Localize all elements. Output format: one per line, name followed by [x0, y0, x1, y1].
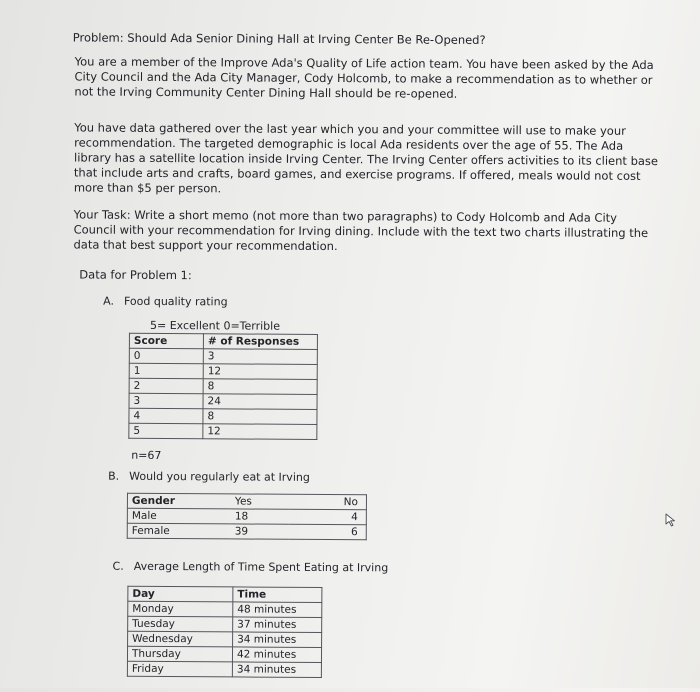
table-row	[128, 631, 322, 647]
table-header-row	[128, 586, 322, 602]
time-cell: 37 minutes	[233, 617, 322, 633]
table-row	[129, 423, 317, 439]
responses-cell: 12	[203, 424, 317, 440]
day-cell: Monday	[128, 601, 233, 617]
task-paragraph: Your Task: Write a short memo (not more than two paragraphs) to Cody Holcomb and Ada City Council with your recommendation for Irving dining. Include with the text two charts illustrating the data that best support your recommendation.	[73, 207, 649, 254]
score-cell: 5	[129, 423, 203, 438]
data-label: Data for Problem 1:	[79, 267, 192, 283]
day-cell: Tuesday	[128, 616, 233, 632]
table-header-row	[127, 493, 366, 509]
score-cell: 2	[129, 378, 203, 393]
responses-cell: 8	[203, 409, 317, 425]
table-row	[129, 378, 317, 394]
intro-paragraph: You are a member of the Improve Ada's Quality of Life action team. You have been asked by the Ada City Council and the Ada City Manager, Cody Holcomb, to make a recommendation as to whether or not the Irving Community Center Dining Hall should be re-opened.	[74, 54, 654, 101]
gender-cell: Female	[127, 523, 231, 539]
section-b-heading	[108, 470, 310, 484]
table-row	[127, 523, 366, 539]
rating-scale-note: 5= Excellent 0=Terrible	[149, 318, 281, 333]
time-cell: 34 minutes	[232, 662, 321, 678]
section-c-heading	[113, 560, 389, 575]
responses-cell: 3	[203, 349, 317, 365]
day-cell: Wednesday	[128, 631, 233, 647]
score-cell: 4	[129, 408, 203, 423]
eating-time-table	[127, 586, 323, 678]
header-cell: Score	[129, 333, 203, 348]
table-row	[129, 348, 317, 364]
section-b-letter: B.	[108, 469, 120, 483]
data-paragraph: You have data gathered over the last year which you and your committee will use to make your recommendation. The targeted demographic is local Ada residents over the age of 55. The Ada library has a satellite location inside Irving Center. The Irving Center offers activities to its client base that include arts and crafts, board games, and exercise programs. If offered, meals would not cost more than $5 per person.	[73, 120, 659, 196]
responses-cell: 12	[203, 364, 317, 380]
header-cell: # of Responses	[203, 334, 317, 350]
header-cell: Yes	[231, 494, 289, 509]
header-cell: No	[289, 494, 367, 509]
time-cell: 42 minutes	[232, 647, 321, 663]
score-cell: 3	[129, 393, 203, 408]
score-cell: 1	[129, 363, 203, 378]
table-row	[128, 601, 322, 617]
day-cell: Friday	[127, 661, 232, 677]
section-a-letter: A.	[103, 294, 115, 308]
sample-size-note: n=67	[131, 448, 162, 462]
section-a-title: Food quality rating	[123, 294, 228, 309]
header-cell: Day	[128, 586, 233, 602]
food-quality-table	[128, 333, 318, 440]
table-row	[127, 661, 321, 677]
yes-cell: 18	[231, 509, 289, 524]
table-row	[128, 616, 322, 632]
section-a-heading	[103, 295, 227, 309]
time-cell: 48 minutes	[233, 602, 322, 618]
responses-cell: 8	[203, 379, 317, 395]
time-cell: 34 minutes	[233, 632, 322, 648]
eat-at-irving-table	[127, 493, 367, 540]
no-cell: 6	[289, 524, 367, 539]
yes-cell: 39	[231, 524, 289, 539]
section-c-title: Average Length of Time Spent Eating at Irving	[133, 559, 389, 575]
mouse-cursor-icon	[665, 513, 677, 527]
score-cell: 0	[129, 348, 203, 363]
table-header-row	[129, 333, 317, 349]
gender-cell: Male	[127, 508, 231, 524]
no-cell: 4	[289, 509, 367, 524]
section-b-title: Would you regularly eat at Irving	[129, 469, 310, 484]
problem-title: Problem: Should Ada Senior Dining Hall at Irving Center Be Re-Opened?	[72, 30, 486, 47]
table-row	[127, 646, 321, 662]
day-cell: Thursday	[127, 646, 232, 662]
table-row	[129, 393, 317, 409]
header-cell: Time	[233, 587, 322, 603]
responses-cell: 24	[203, 394, 317, 410]
header-cell: Gender	[127, 493, 231, 509]
table-row	[129, 363, 317, 379]
table-row	[127, 508, 366, 524]
section-c-letter: C.	[112, 559, 124, 573]
table-row	[129, 408, 317, 424]
